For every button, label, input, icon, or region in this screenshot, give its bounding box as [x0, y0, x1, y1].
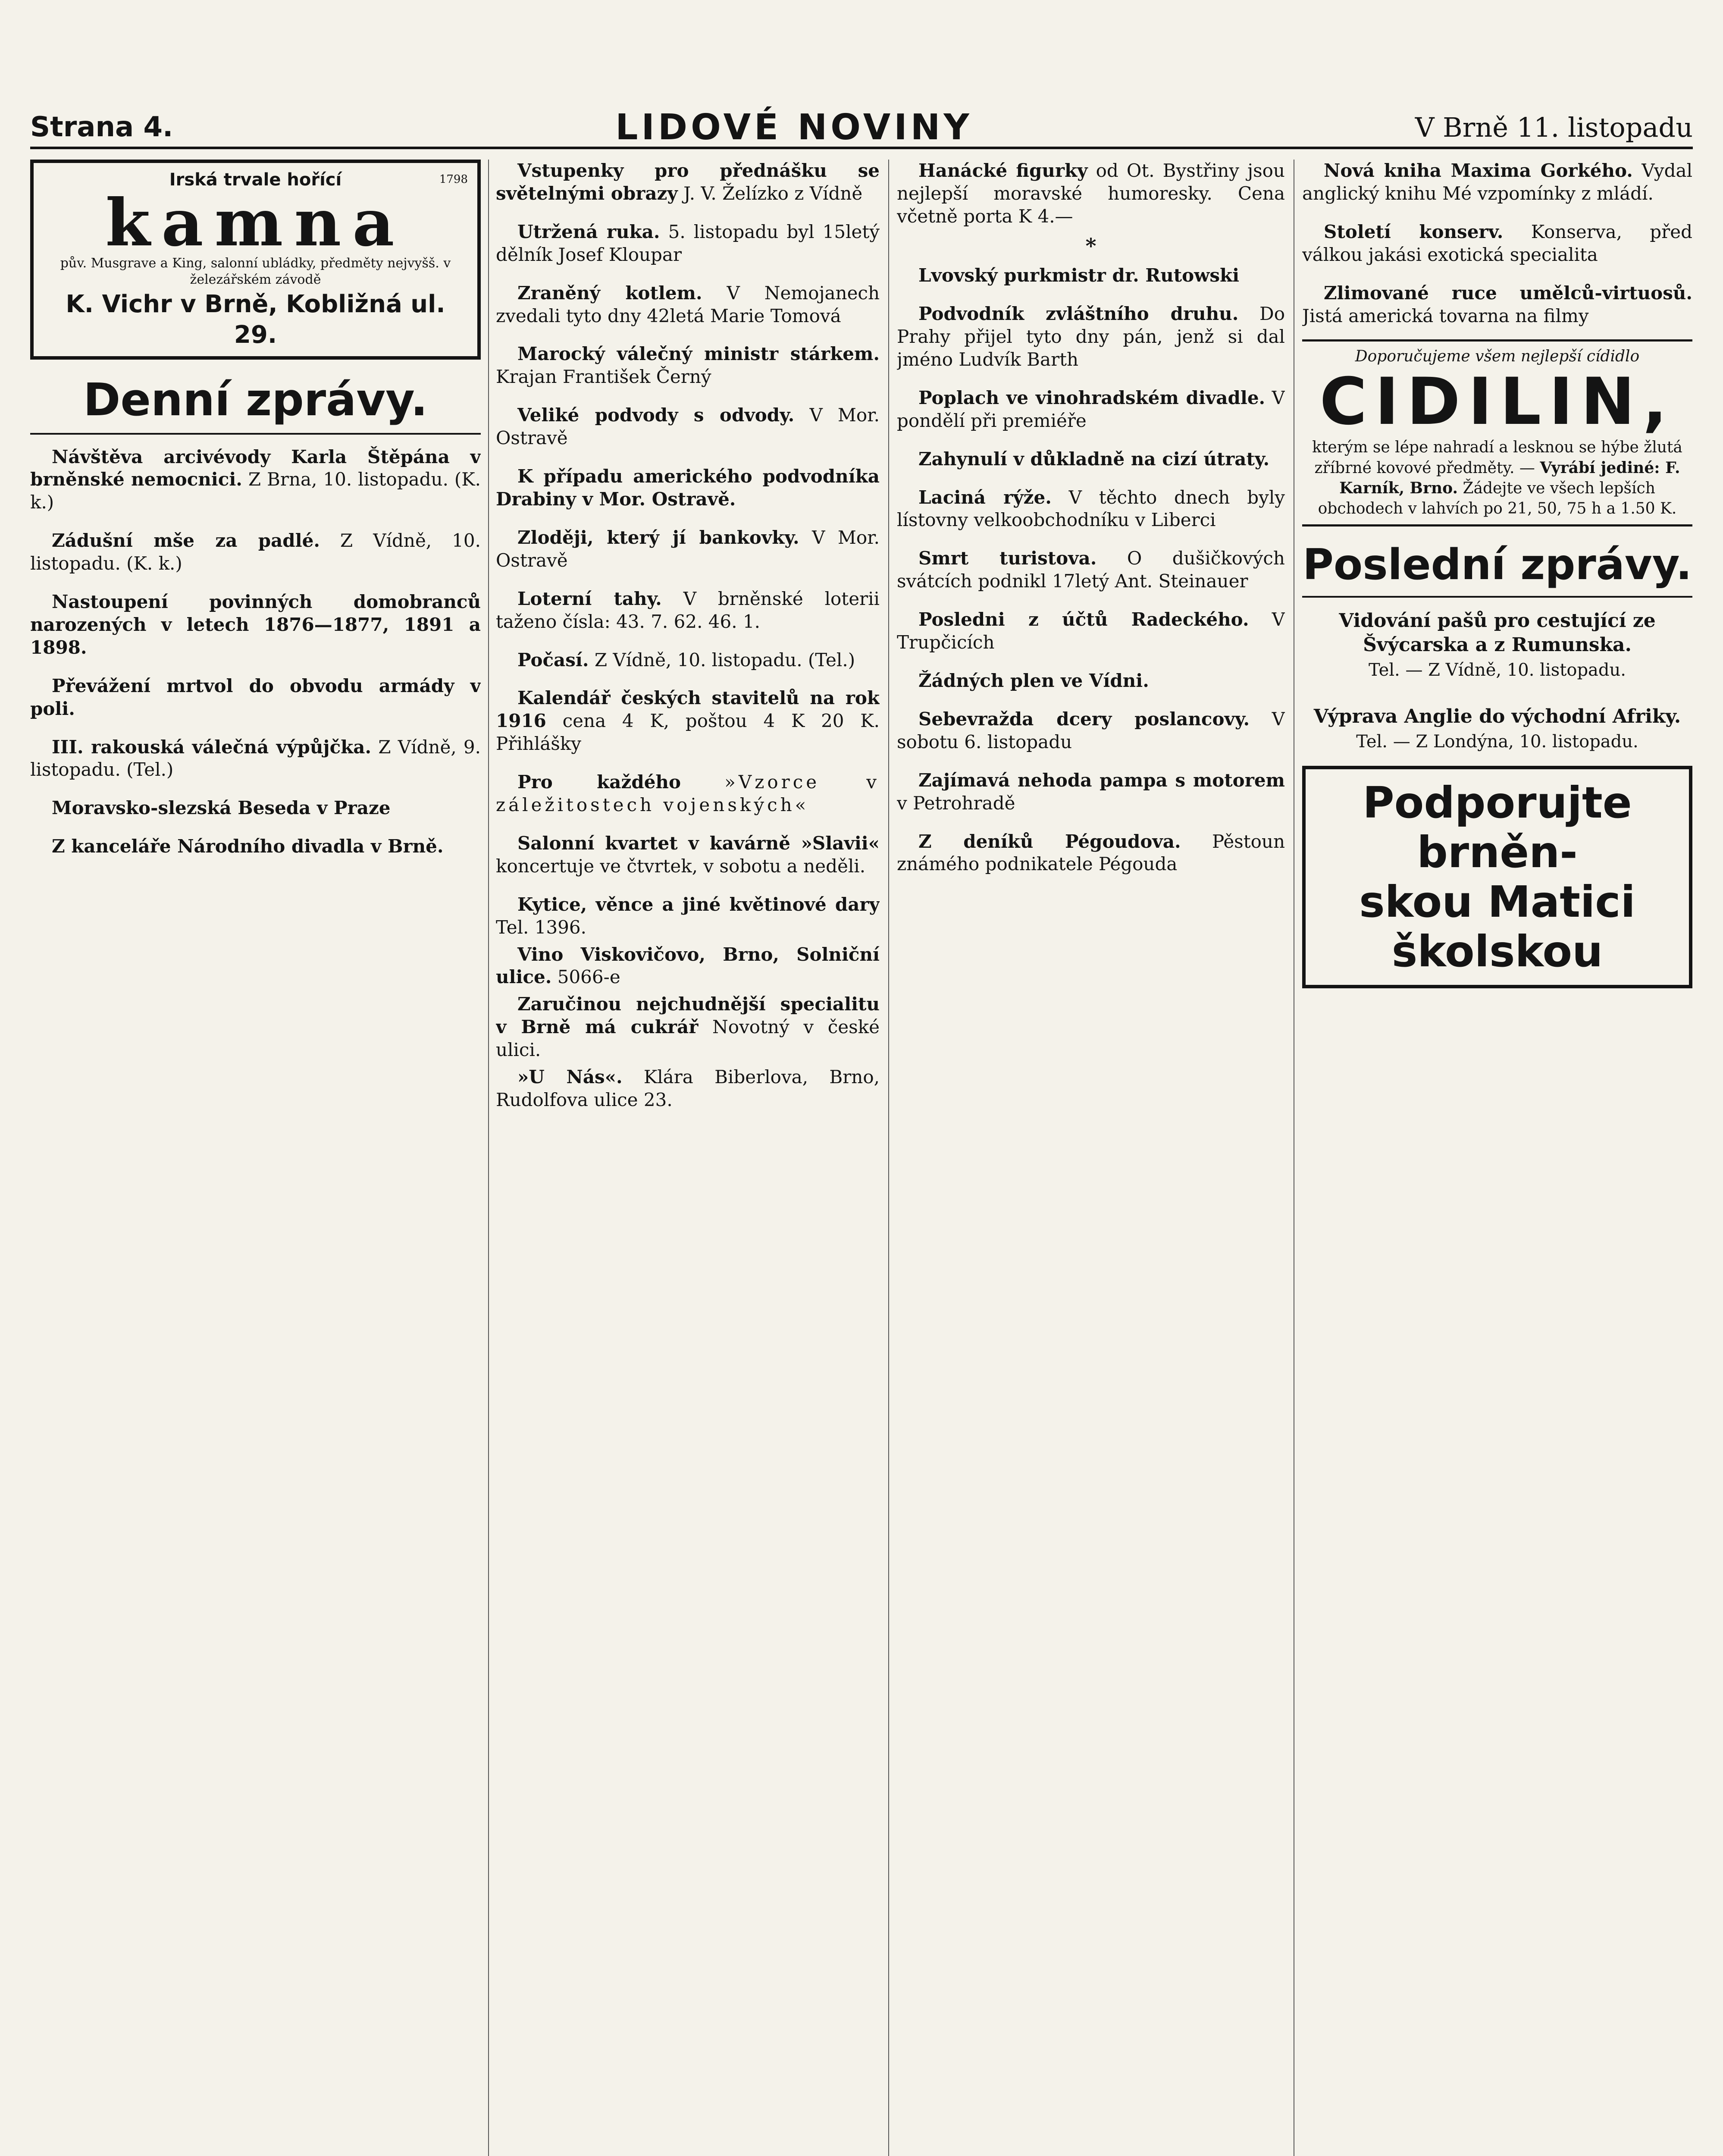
article-lead: Návštěva arcivévody Karla Štěpána v brněnské nemocnici.	[30, 446, 481, 490]
article	[496, 588, 880, 633]
article-lead: Utržená ruka.	[517, 221, 660, 242]
article-text: Z Vídně, 10. listopadu. (Tel.)	[594, 649, 855, 671]
separator-star: *	[1085, 234, 1096, 258]
article-lead: Zádušní mše za padlé.	[52, 530, 320, 552]
article-text: cena 4 K, poštou 4 K 20 K. Přihlášky	[496, 710, 880, 755]
article-lead: Kytice, věnce a jiné květinové dary	[517, 893, 880, 915]
article-lead: Salonní kvartet v kavárně »Slavii«	[517, 832, 880, 854]
article-lead: Z deníků Pégoudova.	[918, 830, 1181, 852]
article	[496, 160, 880, 205]
article-text: J. V. Želízko z Vídně	[683, 182, 863, 204]
article	[897, 160, 1285, 228]
ad-line-2: skou Matici školskou	[1359, 876, 1635, 977]
article-lead: Sebevražda dcery poslancovy.	[918, 708, 1250, 730]
advertisement-matice	[1302, 766, 1692, 988]
article-text: v Petrohradě	[897, 792, 1015, 814]
article	[30, 736, 481, 782]
article-lead: Zajímavá nehoda pampa s motorem	[918, 769, 1285, 791]
article-text: V Nemojanech zvedali tyto dny 42letá Marie Tomová	[496, 282, 880, 326]
news-subhead: Výprava Anglie do východní Afriky.	[1313, 705, 1681, 727]
ad-big-word: CIDILIN,	[1319, 364, 1675, 439]
article-text: Vydal anglický knihu Mé vzpomínky z mládí.	[1302, 160, 1692, 204]
article	[30, 446, 481, 514]
article-lead: Zloději, který jí bankovky.	[517, 526, 799, 548]
news-subhead: Vidování pašů pro cestující ze Švýcarska a z Rumunska.	[1339, 610, 1656, 656]
ad-top-line: Irská trvale hořící	[169, 170, 342, 190]
ad-big-word: kamna	[105, 185, 406, 261]
article-lead: Vino Viskovičovo, Brno, Solniční ulice.	[496, 943, 880, 988]
article-lead: Žádných plen ve Vídni.	[918, 670, 1149, 691]
article-lead: Z kanceláře Národního divadla v Brně.	[52, 836, 444, 857]
article-text: V Mor. Ostravě	[496, 404, 880, 449]
article-lead: Nastoupení povinných domobranců narozených v letech 1876—1877, 1891 a 1898.	[30, 591, 481, 658]
article-text: 5066-e	[557, 966, 620, 988]
article-lead: Zaručinou nejchudnější specialitu v Brně má cukrář	[496, 993, 880, 1038]
article-text: Z Vídně, 10. listopadu. (K. k.)	[30, 530, 481, 574]
ad-head: Doporučujeme všem nejlepší cídidlo	[1355, 348, 1640, 366]
article-text: 5. listopadu byl 15letý dělník Josef Kloupar	[496, 221, 880, 265]
column-rule	[488, 160, 489, 2156]
article-text: »Vzorce v záležitostech vojenských«	[496, 771, 880, 816]
column-4	[1302, 160, 1692, 2156]
article-lead: Zraněný kotlem.	[517, 282, 702, 304]
article	[1302, 160, 1692, 205]
article	[496, 404, 880, 450]
article-lead: Laciná rýže.	[918, 486, 1052, 508]
article	[30, 675, 481, 721]
ad-text-2: Žádejte ve všech lepších obchodech v lahvích po 21, 50, 75 h a 1.50 K.	[1318, 479, 1677, 518]
article	[496, 893, 880, 939]
article-lead: Hanácké figurky	[918, 160, 1088, 181]
article-text: V těchto dnech byly lístovny velkoobchodníku v Liberci	[897, 486, 1285, 531]
news-dateline: Tel. — Z Vídně, 10. listopadu.	[1369, 660, 1626, 680]
article	[496, 526, 880, 572]
article	[496, 343, 880, 389]
article	[897, 670, 1285, 693]
ad-text-1: kterým se lépe nahradí a lesknou se hýbe žlutá zříbrné kovové předměty. —	[1312, 438, 1682, 477]
article-text: Z Vídně, 9. listopadu. (Tel.)	[30, 736, 481, 780]
article-lead: Zahynulí v důkladně na cizí útraty.	[918, 448, 1270, 470]
ad-firm: K. Vichr v Brně, Kobližná ul. 29.	[66, 290, 445, 349]
article	[496, 649, 880, 672]
article	[897, 264, 1285, 287]
article	[897, 769, 1285, 815]
article-lead: Podvodník zvláštního druhu.	[918, 303, 1239, 325]
article-text: Krajan František Černý	[496, 366, 711, 388]
article-lead: Nová kniha Maxima Gorkého.	[1324, 160, 1633, 181]
ad-text: pův. Musgrave a King, salonní ubládky, předměty nejvyšš. v železářském závodě	[60, 256, 451, 287]
article-lead: Pro každého	[517, 771, 681, 793]
article	[496, 832, 880, 878]
ad-text	[1302, 438, 1692, 519]
article-lead: K případu amerického podvodníka Drabiny v Mor. Ostravě.	[496, 466, 880, 510]
place-date: V Brně 11. listopadu	[1415, 111, 1693, 143]
column-rule	[888, 160, 889, 2156]
article	[897, 448, 1285, 471]
news-dateline: Tel. — Z Londýna, 10. listopadu.	[1356, 732, 1638, 752]
article-text: O dušičkových svátcích podnikl 17letý Ant. Steinauer	[897, 548, 1285, 592]
article	[496, 465, 880, 511]
article-lead: Moravsko-slezská Beseda v Praze	[52, 797, 391, 819]
article	[496, 771, 880, 817]
article	[897, 608, 1285, 654]
article-lead: Loterní tahy.	[517, 588, 662, 609]
article-lead: Vstupenky pro přednášku se světelnými obrazy	[496, 160, 880, 204]
article-text: Z Brna, 10. listopadu. (K. k.)	[30, 469, 481, 513]
article-lead: Zlimované ruce umělců-virtuosů.	[1324, 282, 1692, 304]
article-text: od Ot. Bystřiny jsou nejlepší moravské humoresky. Cena včetně porta K 4.—	[897, 160, 1285, 227]
article-text: Do Prahy přijel tyto dny pán, jenž si dal jméno Ludvík Barth	[897, 303, 1285, 370]
article-lead: Marocký válečný ministr stárkem.	[517, 343, 880, 365]
ad-firm: Vyrábí jediné: F. Karník, Brno.	[1339, 458, 1680, 498]
ad-line-1: Podporujte brněn-	[1363, 777, 1632, 877]
article	[897, 486, 1285, 532]
article	[496, 993, 880, 1062]
advertisement-cidilin	[1302, 339, 1692, 526]
article	[1302, 282, 1692, 328]
article	[30, 835, 481, 858]
article-text: V brněnské loterii taženo čísla: 43. 7. 62. 46. 1.	[496, 588, 880, 632]
article	[30, 530, 481, 575]
column-1	[30, 160, 481, 2156]
article	[496, 282, 880, 328]
article-lead: Století konserv.	[1324, 221, 1504, 242]
article-lead: Převážení mrtvol do obvodu armády v poli.	[30, 675, 481, 719]
article	[1302, 221, 1692, 266]
article-lead: Veliké podvody s odvody.	[517, 404, 795, 426]
article	[496, 943, 880, 989]
section-heading: Denní zprávy.	[30, 372, 481, 434]
article-text: koncertuje ve čtvrtek, v sobotu a neděli.	[496, 855, 866, 877]
article	[30, 591, 481, 659]
article-text: Klára Biberlova, Brno, Rudolfova ulice 23.	[496, 1066, 880, 1110]
column-3	[897, 160, 1285, 2156]
article-text: V pondělí při premiéře	[897, 387, 1285, 431]
article-text: Konserva, před válkou jakási exotická specialita	[1302, 221, 1692, 265]
article	[897, 303, 1285, 371]
article-text: Tel. 1396.	[496, 916, 586, 938]
article-text: Pěstoun známého podnikatele Pégouda	[897, 830, 1285, 875]
article-text: V Mor. Ostravě	[496, 526, 880, 571]
article	[897, 708, 1285, 754]
article-lead: Smrt turistova.	[918, 548, 1097, 569]
page-number: Strana 4.	[30, 111, 173, 143]
masthead	[30, 108, 1693, 149]
article-text: V sobotu 6. listopadu	[897, 708, 1285, 752]
article-lead: »U Nás«.	[517, 1066, 623, 1088]
article-lead: Kalendář českých stavitelů na rok 1916	[496, 687, 880, 732]
paper-title: LIDOVÉ NOVINY	[615, 107, 973, 148]
article-lead: Posledni z účtů Radeckého.	[918, 609, 1249, 630]
article-text: V Trupčicích	[897, 609, 1285, 653]
article	[897, 830, 1285, 876]
article	[496, 221, 880, 266]
article-text: Novotný v české ulici.	[496, 1016, 880, 1061]
article	[897, 387, 1285, 432]
article-lead: Lvovský purkmistr dr. Rutowski	[918, 265, 1240, 286]
article	[496, 687, 880, 755]
article	[496, 1066, 880, 1112]
section-heading-last-news: Poslední zprávy.	[1302, 539, 1692, 598]
article-lead: III. rakouská válečná výpůjčka.	[52, 736, 372, 758]
article-lead: Poplach ve vinohradském divadle.	[918, 387, 1266, 408]
article-lead: Počasí.	[517, 649, 589, 671]
article	[30, 797, 481, 820]
column-2	[496, 160, 880, 2156]
advertisement-kamna	[30, 160, 481, 360]
ad-number: 1798	[439, 173, 468, 186]
article-text: Jistá americká tovarna na filmy	[1302, 305, 1589, 326]
article	[897, 547, 1285, 593]
